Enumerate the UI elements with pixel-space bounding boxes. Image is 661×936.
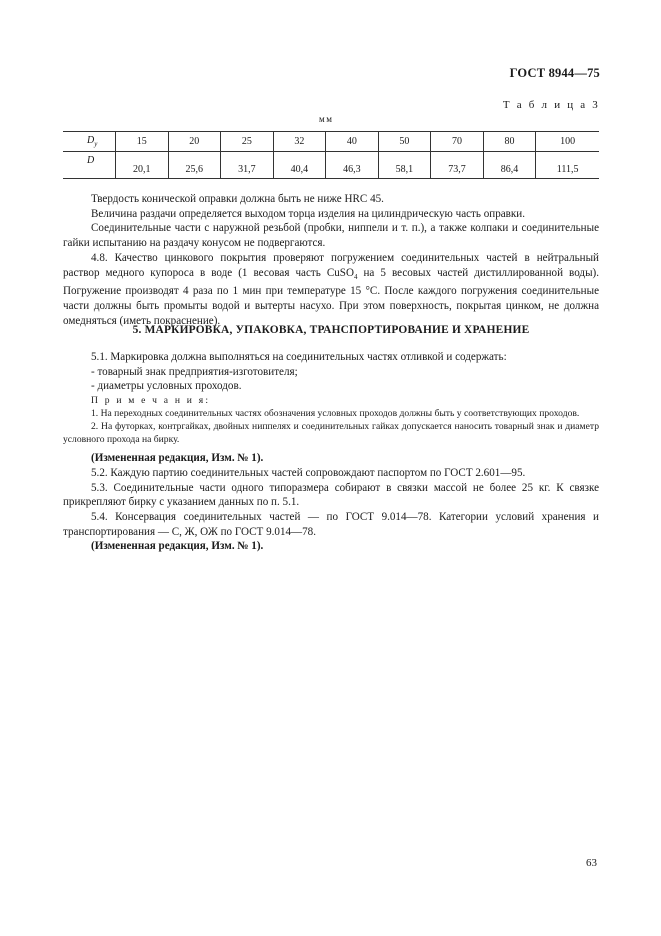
section-5-text xyxy=(63,350,599,554)
table-cell: 58,1 xyxy=(378,152,431,179)
section-5-title: 5. МАРКИРОВКА, УПАКОВКА, ТРАНСПОРТИРОВАНИЕ И ХРАНЕНИЕ xyxy=(132,324,530,336)
table-cell: 25 xyxy=(221,132,274,152)
amendment-note: (Измененная редакция, Изм. № 1). xyxy=(91,540,264,553)
table-row-nominal-diameter xyxy=(63,132,599,152)
table-cell: 111,5 xyxy=(536,152,599,179)
table-cell: 31,7 xyxy=(221,152,274,179)
list-item: - товарный знак предприятия-изготовителя; xyxy=(91,365,298,378)
row-header-d: D xyxy=(63,152,116,179)
amendment-note: (Измененная редакция, Изм. № 1). xyxy=(91,452,264,465)
table-cell: 40,4 xyxy=(273,152,326,179)
table-cell: 32 xyxy=(273,132,326,152)
note-1: 1. На переходных соединительных частях обозначения условных проходов должны быть у соответствующих проходов. xyxy=(91,408,580,420)
paragraph-hardness: Твердость конической оправки должна быть не ниже HRC 45. xyxy=(91,193,384,205)
table-label: Т а б л и ц а 3 xyxy=(502,99,600,111)
table-cell: 50 xyxy=(378,132,431,152)
row-header-dy: $D_у$ xyxy=(63,132,116,152)
document-code-header: ГОСТ 8944—75 xyxy=(509,66,600,80)
table-cell: 80 xyxy=(483,132,536,152)
table-cell: 15 xyxy=(116,132,169,152)
paragraph-4-8: 4.8. Качество цинкового покрытия проверяют погружением соединительных частей в нейтральный раствор медного купороса в воде (1 весовая часть CuSO$_4$ на 5 весовых частей дистиллированной воды). Погружение производят 4 раза по 1 мин при температуре 15 °С. После каждого погружения соединительные части должны быть промыты водой и вытерты насухо. При этом поверхность, покрытая цинком, не должна омедняться (иметь покраснение). xyxy=(63,251,599,327)
table-cell: 25,6 xyxy=(168,152,221,179)
table-cell: 46,3 xyxy=(326,152,379,179)
table-cell: 20,1 xyxy=(116,152,169,179)
paragraph-5-3: 5.3. Соединительные части одного типоразмера собирают в связки массой не более 25 кг. К связке прикрепляют бирку с указанием данных по п. 5.1. xyxy=(63,481,599,509)
section-4-text xyxy=(63,192,599,329)
table-cell: 20 xyxy=(168,132,221,152)
paragraph-5-4: 5.4. Консервация соединительных частей — по ГОСТ 9.014—78. Категории условий хранения и транспортирования — С, Ж, ОЖ по ГОСТ 9.014—78. xyxy=(63,510,599,538)
table-cell: 86,4 xyxy=(483,152,536,179)
table-unit-label: мм xyxy=(319,114,334,124)
table-cell: 73,7 xyxy=(431,152,484,179)
list-item: - диаметры условных проходов. xyxy=(91,380,242,393)
notes-title: П р и м е ч а н и я: xyxy=(91,395,211,407)
table-cell: 100 xyxy=(536,132,599,152)
table-cell: 40 xyxy=(326,132,379,152)
table-row-diameter xyxy=(63,152,599,179)
paragraph-expansion: Величина раздачи определяется выходом торца изделия на цилиндрическую часть оправки. xyxy=(91,207,526,220)
dimensions-table xyxy=(63,131,599,179)
page-number: 63 xyxy=(586,857,597,869)
paragraph-5-2: 5.2. Каждую партию соединительных частей сопровождают паспортом по ГОСТ 2.601—95. xyxy=(91,466,526,479)
note-2: 2. На футорках, контргайках, двойных ниппелях и соединительных гайках допускается наносить товарный знак и диаметр условного прохода на бирку. xyxy=(63,421,599,446)
paragraph-5-1: 5.1. Маркировка должна выполняться на соединительных частях отливкой и содержать: xyxy=(91,351,507,363)
table-cell: 70 xyxy=(431,132,484,152)
paragraph-exemption: Соединительные части с наружной резьбой (пробки, ниппели и т. п.), а также колпаки и соединительные гайки испытанию на раздачу конусом не подвергаются. xyxy=(63,222,599,250)
